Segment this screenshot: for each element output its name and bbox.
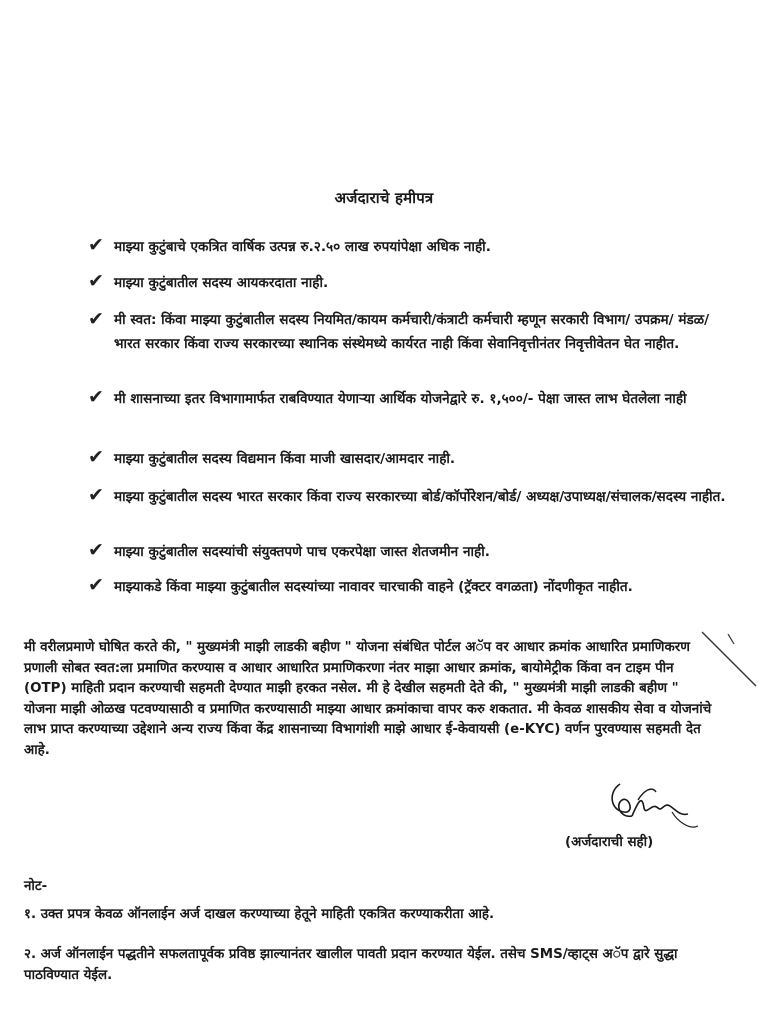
declaration-text: माझ्या कुटुंबातील सदस्य विद्यमान किंवा माजी खासदार/आमदार नाही. [114,451,456,467]
check-icon: ✔ [88,446,104,468]
check-icon: ✔ [88,574,104,596]
note-heading: नोट- [24,879,48,894]
declaration-text: माझ्याकडे किंवा माझ्या कुटुंबातील सदस्यांच्या नावावर चारचाकी वाहने (ट्रॅक्टर वगळता) नोंदणीकृत नाहीत. [114,579,633,595]
declaration-text: मी स्वत: किंवा माझ्या कुटुंबातील सदस्य नियमित/कायम कर्मचारी/कंत्राटी कर्मचारी म्हणून सरकारी विभाग/ उपक्रम/ मंडळ/भारत सरकार किंवा राज्य सरकारच्या स्थानिक संस्थेमध्ये कार्यरत नाही किंवा सेवानिवृत्तीनंतर निवृत्तीवेतन घेत नाहीत. [114,312,710,352]
signature-caption: (अर्जदाराची सही) [565,835,654,850]
check-icon: ✔ [88,234,104,256]
check-icon: ✔ [88,484,104,506]
check-icon: ✔ [88,539,104,561]
consent-paragraph: मी वरीलप्रमाणे घोषित करते की, " मुख्यमंत्री माझी लाडकी बहीण " योजना संबंधित पोर्टल अॅप वर आधार क्रमांक आधारित प्रमाणिकरण प्रणाली सोबत स्वत:ला प्रमाणित करण्यास व आधार आधारित प्रमाणिकरणा नंतर माझा आधार क्रमांक, बायोमेट्रीक किंवा वन टाइम पीन (OTP) माहिती प्रदान करण्याची सहमती देण्यात माझी हरकत नसेल. मी हे देखील सहमती देते की, " मुख्यमंत्री माझी लाडकी बहीण " योजना माझी ओळख पटवण्यासाठी व प्रमाणित करण्यासाठी माझ्या आधार क्रमांकाचा वापर करु शकतात. मी केवळ शासकीय सेवा व योजनांचे लाभ प्राप्त करण्याच्या उद्देशाने अन्य राज्य किंवा केंद्र शासनाच्या विभागांशी माझे आधार ई-केवायसी (e-KYC) वर्णन पुरवण्यास सहमती देत आहे. [24,640,712,758]
note-item: २. अर्ज ऑनलाईन पद्धतीने सफलतापूर्वक प्रविष्ठ झाल्यानंतर खालील पावती प्रदान करण्यात येईल. तसेच SMS/व्हाट्स अॅप द्वारे सुद्धा पाठविण्यात येईल. [24,947,678,983]
declaration-text: माझ्या कुटुंबाचे एकत्रित वार्षिक उत्पन्न रु.२.५० लाख रुपयांपेक्षा अधिक नाही. [114,239,491,255]
check-icon: ✔ [88,270,104,292]
check-icon: ✔ [88,386,104,408]
note-item: १. उक्त प्रपत्र केवळ ऑनलाईन अर्ज दाखल करण्याच्या हेतूने माहिती एकत्रित करण्याकरीता आहे. [24,907,495,922]
check-icon: ✔ [88,308,104,330]
page-title: अर्जदाराचे हमीपत्र [334,189,434,207]
declaration-text: माझ्या कुटुंबातील सदस्यांची संयुक्तपणे पाच एकरपेक्षा जास्त शेतजमीन नाही. [114,544,490,560]
declaration-text: मी शासनाच्या इतर विभागामार्फत राबविण्यात येणाऱ्या आर्थिक योजनेद्वारे रु. १,५००/- पेक्षा जास्त लाभ घेतलेला नाही [114,391,687,407]
declaration-text: माझ्या कुटुंबातील सदस्य भारत सरकार किंवा राज्य सरकारच्या बोर्ड/कॉर्पोरेशन/बोर्ड/ अध्यक्ष/उपाध्यक्ष/संचालक/सदस्य नाहीत. [114,489,726,505]
declaration-text: माझ्या कुटुंबातील सदस्य आयकरदाता नाही. [114,275,329,291]
